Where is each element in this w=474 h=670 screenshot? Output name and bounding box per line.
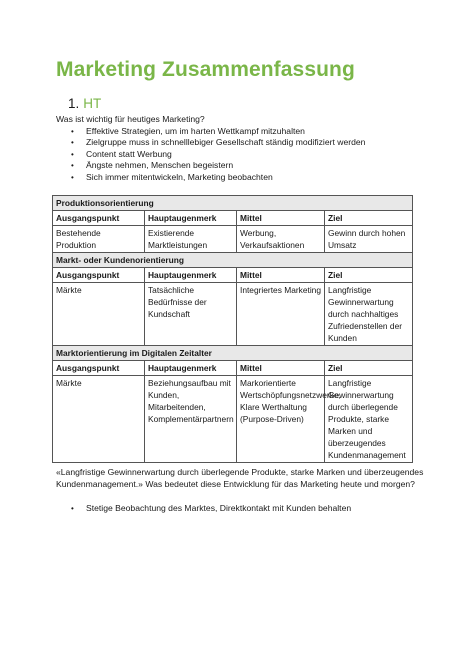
bullet-list-2 [56, 503, 351, 514]
section-number: 1. [68, 96, 80, 111]
table-section-row [53, 253, 413, 268]
bullet-list [56, 126, 365, 183]
bullet-icon: • [71, 172, 74, 182]
column-header: Mittel [237, 211, 325, 226]
marketing-table [52, 195, 413, 463]
table-header-row [53, 211, 413, 226]
table-cell: Markorientierte Wertschöpfungsnetzwerke, Klare Werthaltung (Purpose-Driven) [237, 376, 325, 463]
table-header-row [53, 268, 413, 283]
table-cell: Beziehungsaufbau mit Kunden, Mitarbeitenden, Komplementärpartnern [145, 376, 237, 463]
bullet-icon: • [71, 149, 74, 159]
list-item-text: Effektive Strategien, um im harten Wettkampf mitzuhalten [86, 126, 305, 136]
section-heading [68, 96, 101, 111]
section-title-cell: Marktorientierung im Digitalen Zeitalter [53, 346, 413, 361]
table-cell: Existierende Marktleistungen [145, 226, 237, 253]
table-cell: Integriertes Marketing [237, 283, 325, 346]
list-item [56, 137, 365, 148]
list-item [56, 149, 365, 160]
table-header-row [53, 361, 413, 376]
table-cell: Langfristige Gewinnerwartung durch überlegende Produkte, starke Marken und überzeugendes Kundenmanagement [325, 376, 413, 463]
column-header: Mittel [237, 361, 325, 376]
column-header: Hauptaugenmerk [145, 211, 237, 226]
section-title-cell: Produktionsorientierung [53, 196, 413, 211]
quote-paragraph: «Langfristige Gewinnerwartung durch überlegende Produkte, starke Marken und überzeugendes Kundenmanagement.» Was bedeutet diese Entwicklung für das Marketing heute und morgen? [56, 467, 424, 489]
section-title: HT [83, 96, 102, 111]
table-section-row [53, 196, 413, 211]
column-header: Hauptaugenmerk [145, 361, 237, 376]
column-header: Ausgangspunkt [53, 211, 145, 226]
bullet-icon: • [71, 138, 74, 148]
bullet-icon: • [71, 161, 74, 171]
column-header: Ziel [325, 361, 413, 376]
list-item-text: Stetige Beobachtung des Marktes, Direktkontakt mit Kunden behalten [86, 503, 352, 513]
list-item [56, 126, 365, 137]
column-header: Hauptaugenmerk [145, 268, 237, 283]
table-cell: Märkte [53, 283, 145, 346]
column-header: Ausgangspunkt [53, 268, 145, 283]
document-title: Marketing Zusammenfassung [56, 58, 355, 81]
table-cell: Gewinn durch hohen Umsatz [325, 226, 413, 253]
table-row [53, 376, 413, 463]
list-item [56, 503, 351, 514]
table-row [53, 226, 413, 253]
list-item-text: Content statt Werbung [86, 148, 172, 159]
bullet-icon: • [71, 504, 74, 513]
list-item-text: Zielgruppe muss in schnelllebiger Gesellschaft ständig modifiziert werden [86, 137, 366, 148]
table-cell: Tatsächliche Bedürfnisse der Kundschaft [145, 283, 237, 346]
table-cell: Bestehende Produktion [53, 226, 145, 253]
column-header: Ausgangspunkt [53, 361, 145, 376]
list-item [56, 160, 365, 171]
table-cell: Langfristige Gewinnerwartung durch nachhaltiges Zufriedenstellen der Kunden [325, 283, 413, 346]
section-title-cell: Markt- oder Kundenorientierung [53, 253, 413, 268]
list-item [56, 172, 365, 183]
column-header: Ziel [325, 211, 413, 226]
table-row [53, 283, 413, 346]
list-item-text: Sich immer mitentwickeln, Marketing beobachten [86, 171, 273, 182]
table-section-row [53, 346, 413, 361]
column-header: Mittel [237, 268, 325, 283]
column-header: Ziel [325, 268, 413, 283]
intro-question: Was ist wichtig für heutiges Marketing? [56, 114, 205, 124]
list-item-text: Ängste nehmen, Menschen begeistern [86, 160, 234, 171]
bullet-icon: • [71, 127, 74, 136]
table-cell: Werbung, Verkaufsaktionen [237, 226, 325, 253]
table-cell: Märkte [53, 376, 145, 463]
